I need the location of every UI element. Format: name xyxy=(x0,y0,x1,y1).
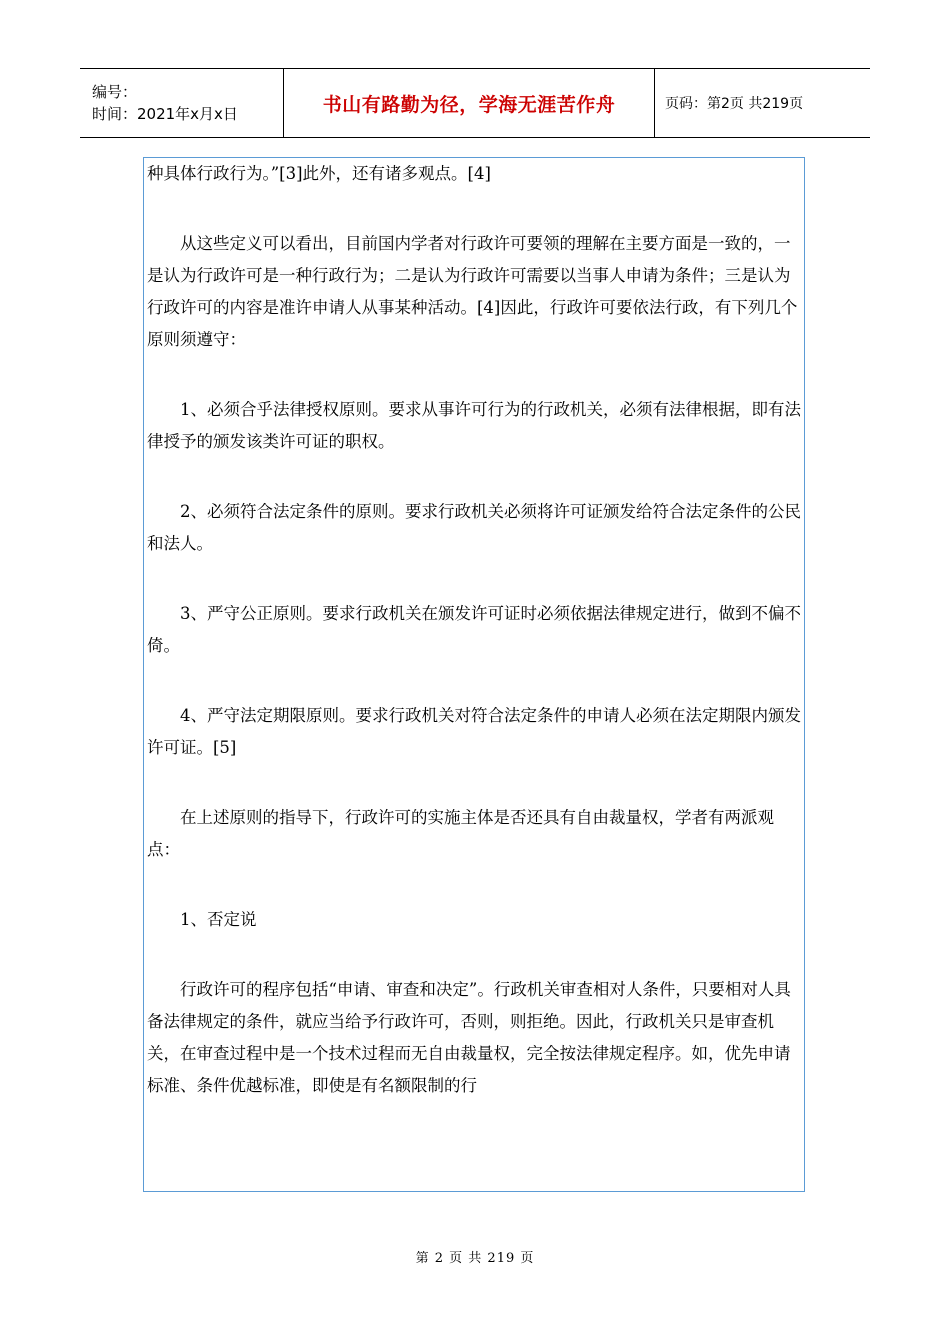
document-body xyxy=(144,158,804,1102)
principle-4: 4、严守法定期限原则。要求行政机关对符合法定条件的申请人必须在法定期限内颁发许可证。[5] xyxy=(147,706,801,757)
number-label: 编号： xyxy=(92,83,138,101)
principle-3: 3、严守公正原则。要求行政机关在颁发许可证时必须依据法律规定进行，做到不偏不倚。 xyxy=(147,604,801,655)
heading-negative-view: 1、否定说 xyxy=(180,910,257,929)
page-footer: 第 2 页 共 219 页 xyxy=(415,1251,535,1266)
paragraph-procedure: 行政许可的程序包括“申请、审查和决定”。行政机关审查相对人条件，只要相对人具备法律规定的条件，就应当给予行政许可，否则，则拒绝。因此，行政机关只是审查机关，在审查过程中是一个技术过程而无自由裁量权，完全按法律规定程序。如，优先申请标准、条件优越标准，即使是有名额限制的行 xyxy=(147,980,791,1095)
paragraph-definitions: 从这些定义可以看出，目前国内学者对行政许可要领的理解在主要方面是一致的，一是认为行政许可是一种行政行为；二是认为行政许可需要以当事人申请为条件；三是认为行政许可的内容是准许申请人从事某种活动。[4]因此，行政许可要依法行政，有下列几个原则须遵守： xyxy=(147,234,798,349)
header-meta xyxy=(80,69,283,137)
body-text-box xyxy=(143,157,805,1192)
paragraph-continuation: 种具体行政行为。”[3]此外，还有诸多观点。[4] xyxy=(147,164,491,183)
principle-1: 1、必须合乎法律授权原则。要求从事许可行为的行政机关，必须有法律根据，即有法律授予的颁发该类许可证的职权。 xyxy=(147,400,801,451)
header-table xyxy=(80,68,870,138)
paragraph-discretion: 在上述原则的指导下，行政许可的实施主体是否还具有自由裁量权，学者有两派观点： xyxy=(147,808,774,859)
principle-2: 2、必须符合法定条件的原则。要求行政机关必须将许可证颁发给符合法定条件的公民和法人。 xyxy=(147,502,801,553)
header-motto-cell xyxy=(283,69,655,137)
page-code-text: 页码：第2页 共219页 xyxy=(665,96,804,112)
header-page-code xyxy=(655,69,870,137)
motto-text: 书山有路勤为径，学海无涯苦作舟 xyxy=(322,93,616,116)
time-label: 时间：2021年x月x日 xyxy=(92,105,238,123)
